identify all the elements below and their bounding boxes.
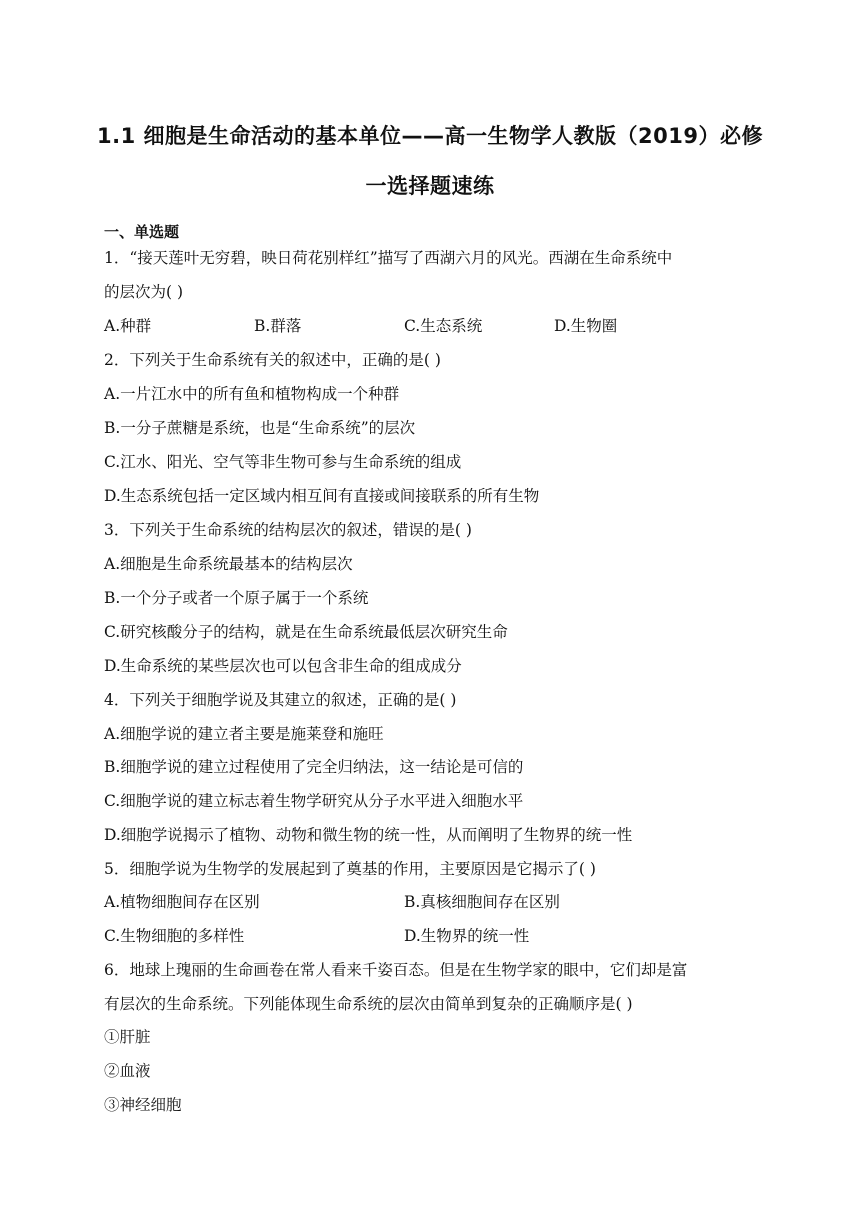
document-title-line-2: 一选择题速练 <box>365 174 495 198</box>
question-6-stem-line-1: 6．地球上瑰丽的生命画卷在常人看来千姿百态。但是在生物学家的眼中，它们却是富 <box>104 961 688 979</box>
question-5-option-c: C.生物细胞的多样性 <box>104 927 245 945</box>
question-5-stem: 5．细胞学说为生物学的发展起到了奠基的作用，主要原因是它揭示了( ) <box>104 860 596 878</box>
question-1-stem-line-1: 1．“接天莲叶无穷碧，映日荷花别样红”描写了西湖六月的风光。西湖在生命系统中 <box>104 249 673 267</box>
question-4-option-c: C.细胞学说的建立标志着生物学研究从分子水平进入细胞水平 <box>104 792 524 810</box>
question-1-option-d: D.生物圈 <box>554 317 618 335</box>
question-2-option-d: D.生态系统包括一定区域内相互间有直接或间接联系的所有生物 <box>104 487 540 505</box>
question-6-item-3: ③神经细胞 <box>104 1096 182 1114</box>
question-3-option-b: B.一个分子或者一个原子属于一个系统 <box>104 589 369 607</box>
question-1-option-a: A.种群 <box>104 317 152 335</box>
question-3-option-a: A.细胞是生命系统最基本的结构层次 <box>104 555 353 573</box>
question-2-stem: 2．下列关于生命系统有关的叙述中，正确的是( ) <box>104 351 441 369</box>
question-3-option-d: D.生命系统的某些层次也可以包含非生命的组成成分 <box>104 657 462 675</box>
section-heading: 一、单选题 <box>104 223 180 241</box>
question-1-option-b: B.群落 <box>254 317 302 335</box>
question-2-option-a: A.一片江水中的所有鱼和植物构成一个种群 <box>104 385 400 403</box>
question-4-option-b: B.细胞学说的建立过程使用了完全归纳法，这一结论是可信的 <box>104 758 524 776</box>
question-2-option-b: B.一分子蔗糖是系统，也是“生命系统”的层次 <box>104 419 416 437</box>
question-2-option-c: C.江水、阳光、空气等非生物可参与生命系统的组成 <box>104 453 462 471</box>
document-title-line-1: 1.1 细胞是生命活动的基本单位——高一生物学人教版（2019）必修 <box>97 124 763 148</box>
question-1-stem-line-2: 的层次为( ) <box>104 283 184 301</box>
question-6-item-2: ②血液 <box>104 1062 151 1080</box>
question-6-stem-line-2: 有层次的生命系统。下列能体现生命系统的层次由简单到复杂的正确顺序是( ) <box>104 995 633 1013</box>
question-4-stem: 4．下列关于细胞学说及其建立的叙述，正确的是( ) <box>104 691 457 709</box>
question-5-option-a: A.植物细胞间存在区别 <box>104 893 260 911</box>
question-1-option-c: C.生态系统 <box>404 317 483 335</box>
question-4-option-a: A.细胞学说的建立者主要是施莱登和施旺 <box>104 725 384 743</box>
question-6-item-1: ①肝脏 <box>104 1028 151 1046</box>
question-5-option-d: D.生物界的统一性 <box>404 927 530 945</box>
question-4-option-d: D.细胞学说揭示了植物、动物和微生物的统一性，从而阐明了生物界的统一性 <box>104 826 633 844</box>
question-5-option-b: B.真核细胞间存在区别 <box>404 893 560 911</box>
question-3-option-c: C.研究核酸分子的结构，就是在生命系统最低层次研究生命 <box>104 623 508 641</box>
question-3-stem: 3．下列关于生命系统的结构层次的叙述，错误的是( ) <box>104 521 472 539</box>
